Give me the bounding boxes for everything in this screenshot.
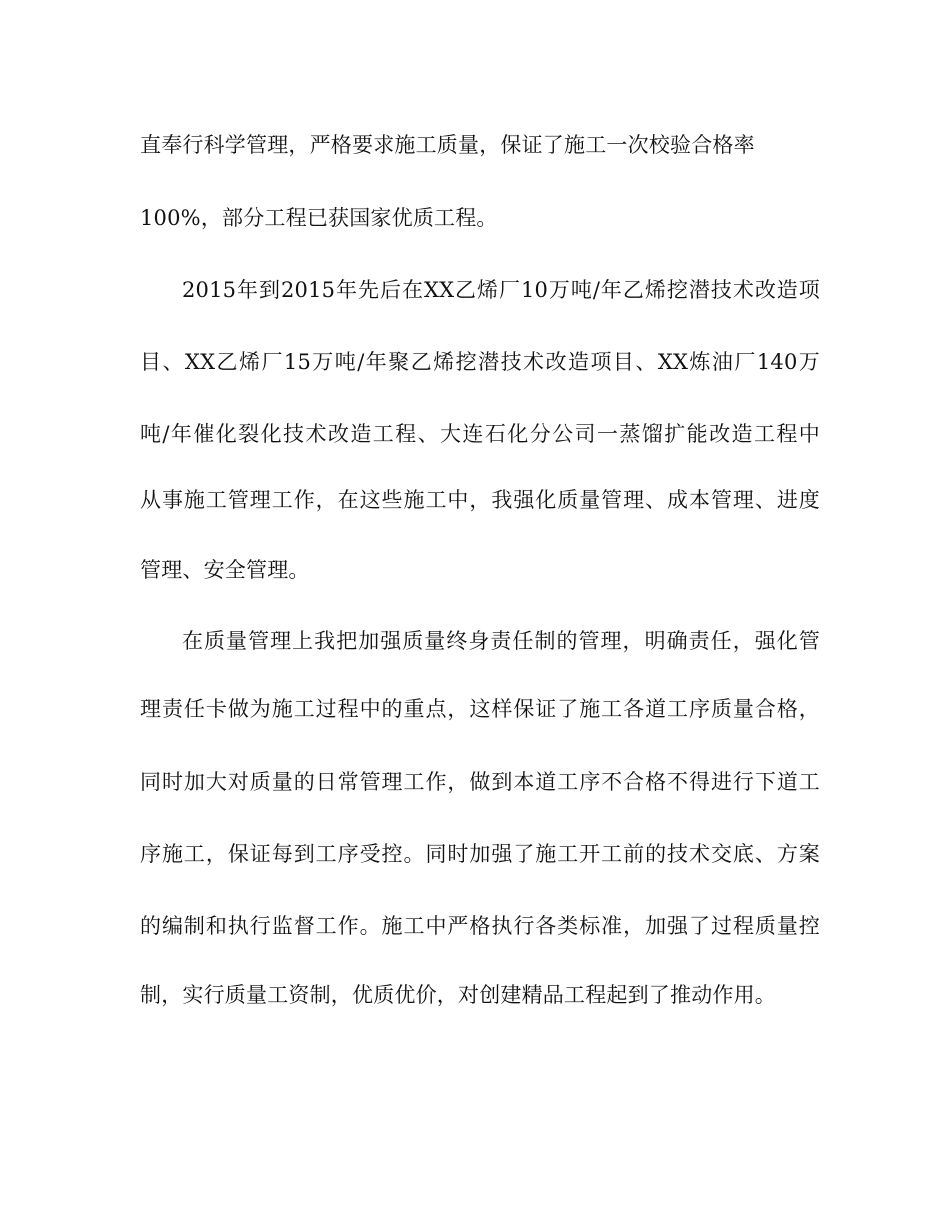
paragraph-line: 目、XX乙烯厂15万吨/年聚乙烯挖潜技术改造项目、XX炼油厂140万: [140, 350, 820, 374]
paragraph-line: 同时加大对质量的日常管理工作，做到本道工序不合格不得进行下道工: [140, 770, 820, 794]
paragraph-line: 100%，部分工程已获国家优质工程。: [140, 206, 498, 230]
paragraph-line: 序施工，保证每到工序受控。同时加强了施工开工前的技术交底、方案: [140, 842, 820, 866]
paragraph-line: 吨/年催化裂化技术改造工程、大连石化分公司一蒸馏扩能改造工程中: [140, 422, 820, 446]
paragraph-line: 制，实行质量工资制，优质优价，对创建精品工程起到了推动作用。: [140, 983, 776, 1007]
paragraph-line: 从事施工管理工作，在这些施工中，我强化质量管理、成本管理、进度: [140, 488, 820, 512]
paragraph-line: 理责任卡做为施工过程中的重点，这样保证了施工各道工序质量合格，: [140, 697, 820, 721]
paragraph-line: 在质量管理上我把加强质量终身责任制的管理，明确责任，强化管: [182, 629, 820, 653]
paragraph-line: 管理、安全管理。: [140, 558, 310, 582]
paragraph-line: 的编制和执行监督工作。施工中严格执行各类标准，加强了过程质量控: [140, 914, 820, 938]
paragraph-line: 2015年到2015年先后在XX乙烯厂10万吨/年乙烯挖潜技术改造项: [182, 278, 820, 302]
paragraph-line: 直奉行科学管理，严格要求施工质量，保证了施工一次校验合格率: [140, 133, 755, 157]
